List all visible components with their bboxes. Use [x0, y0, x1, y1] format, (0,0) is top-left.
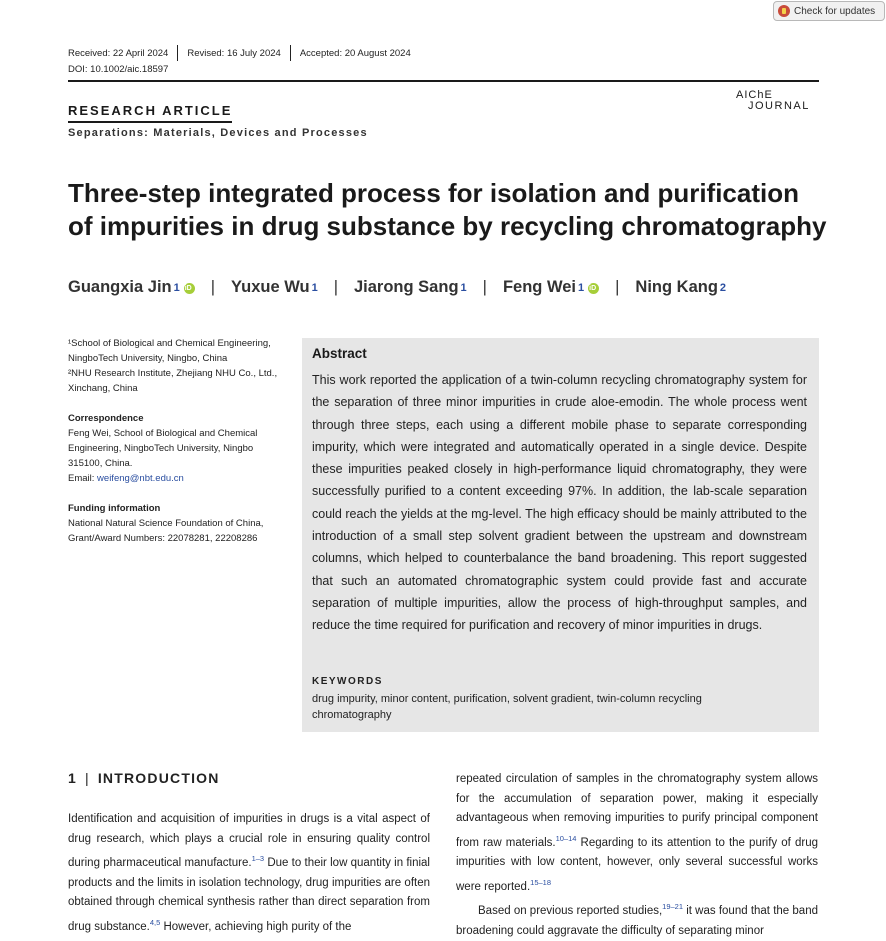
author-affiliation[interactable]: 1: [460, 281, 467, 294]
paragraph-text: Based on previous reported studies,: [478, 905, 663, 917]
abstract-text: This work reported the application of a twin-column recycling chromatography system for the separation of three minor impurities in crude aloe-emodin. The whole process went through three steps, each using a different mobile phase to separate corresponding impurity, which were integrated and automatically operated in a single device. Despite these impurities peaked closely in high-performance liquid chromatography, they were successfully purified to a content exceeding 97%. In addition, the lab-scale separation could reach the yields at the mg-level. The high efficacy should be mainly attributed to the introduction of a small step solvent gradient between the upstream and downstream columns, which helped to counterbalance the band broadening. This report suggested that such an automated chromatographic system could provide fast and accurate separation of multiple impurities, allow the process of high-throughput samples, and reduce the time required for purification and recovery of minor impurities in drugs.: [312, 373, 807, 633]
affiliation-2: ²NHU Research Institute, Zhejiang NHU Co., Ltd., Xinchang, China: [68, 368, 278, 394]
email-link[interactable]: weifeng@nbt.edu.cn: [97, 473, 184, 484]
article-type-underline: [68, 121, 232, 123]
date-divider: [290, 45, 291, 61]
citation[interactable]: 4,5: [149, 917, 161, 927]
body-column-left: [68, 810, 430, 937]
author-affiliation[interactable]: 1: [578, 281, 585, 294]
paragraph: [68, 810, 430, 937]
email-line: [68, 471, 290, 486]
author-affiliation[interactable]: 1: [173, 281, 180, 294]
author-affiliation[interactable]: 2: [719, 281, 727, 294]
article-dates: [68, 45, 411, 61]
funding: [68, 501, 290, 546]
citation[interactable]: 19–21: [662, 902, 684, 911]
author-name[interactable]: Jiarong Sang: [354, 278, 459, 296]
correspondence-text: Feng Wei, School of Biological and Chemical Engineering, NingboTech University, Ningbo 315100, China.: [68, 428, 258, 469]
received-date: Received: 22 April 2024: [68, 47, 169, 59]
article-sidebar: [68, 336, 290, 561]
funding-heading: Funding information: [68, 503, 161, 514]
paragraph-text: it was found that the band broadening could aggravate the difficulty of separating minor: [456, 905, 818, 937]
author-name[interactable]: Ning Kang: [635, 278, 718, 296]
citation[interactable]: 15–18: [530, 877, 552, 887]
paragraph-text: Regarding to its attention to the purify of drug impurities with low content, however, only several successful works were reported.: [456, 836, 818, 893]
author-separator: |: [482, 278, 487, 296]
keywords-heading: KEYWORDS: [312, 676, 383, 687]
journal-logo-line2: JOURNAL: [748, 100, 810, 112]
correspondence: [68, 411, 290, 486]
journal-section: Separations: Materials, Devices and Processes: [68, 127, 368, 139]
keywords-text: drug impurity, minor content, purification, solvent gradient, twin-column recycling chromatography: [312, 693, 702, 721]
article-title: Three-step integrated process for isolation and purification of impurities in drug substance by recycling chromatography: [68, 178, 827, 241]
orcid-icon[interactable]: [588, 283, 599, 294]
author-name[interactable]: Yuxue Wu: [231, 278, 310, 296]
abstract-heading: Abstract: [312, 346, 367, 361]
paragraph-text: Due to their low quantity in finial products and the limits in isolation technology, drug impurities are often obtained through chemical synthesis rather than direct separation from drug substance.: [68, 857, 430, 933]
revised-date: Revised: 16 July 2024: [187, 47, 281, 59]
author-name[interactable]: Guangxia Jin: [68, 278, 172, 296]
paragraph: [456, 897, 818, 941]
paragraph-text: Identification and acquisition of impurities in drugs is a vital aspect of drug research, which plays a crucial role in ensuring quality control during pharmaceutical manufacture.: [68, 813, 430, 869]
journal-logo: [736, 90, 810, 112]
section-heading: [68, 770, 220, 786]
paragraph-text: However, achieving high purity of the: [160, 920, 352, 933]
citation[interactable]: 1–3: [251, 854, 265, 863]
author-name[interactable]: Feng Wei: [502, 278, 576, 296]
section-number: 1: [68, 770, 77, 786]
check-for-updates-label: Check for updates: [794, 5, 876, 17]
email-label: Email:: [68, 473, 98, 484]
correspondence-heading: Correspondence: [68, 413, 144, 424]
paragraph-text: repeated circulation of samples in the chromatography system allows for the accumulation of separation power, making it especially advantageous when removing impurities to purify principal component from raw materials.: [456, 773, 818, 849]
date-divider: [177, 45, 178, 61]
author-affiliation[interactable]: 1: [311, 281, 318, 294]
citation[interactable]: 10–14: [555, 833, 577, 843]
doi[interactable]: DOI: 10.1002/aic.18597: [68, 64, 169, 75]
body-column-right: [456, 770, 818, 941]
author-list: [68, 278, 726, 297]
crossmark-icon: [778, 5, 790, 17]
author-separator: |: [210, 278, 216, 296]
paragraph: [456, 770, 818, 897]
section-title: INTRODUCTION: [97, 770, 220, 786]
author-separator: |: [615, 278, 620, 296]
author-separator: |: [333, 278, 338, 296]
affiliations: [68, 336, 290, 396]
accepted-date: Accepted: 20 August 2024: [299, 47, 411, 59]
orcid-icon[interactable]: [184, 283, 195, 294]
check-for-updates-button[interactable]: [773, 1, 885, 21]
article-type: RESEARCH ARTICLE: [68, 103, 233, 118]
affiliation-1: ¹School of Biological and Chemical Engineering, NingboTech University, Ningbo, China: [68, 338, 271, 364]
section-heading-bar: |: [85, 770, 90, 786]
journal-logo-line1: AIChE: [736, 89, 773, 101]
header-rule: [68, 80, 819, 82]
funding-text: National Natural Science Foundation of China, Grant/Award Numbers: 22078281, 22208286: [68, 518, 264, 544]
